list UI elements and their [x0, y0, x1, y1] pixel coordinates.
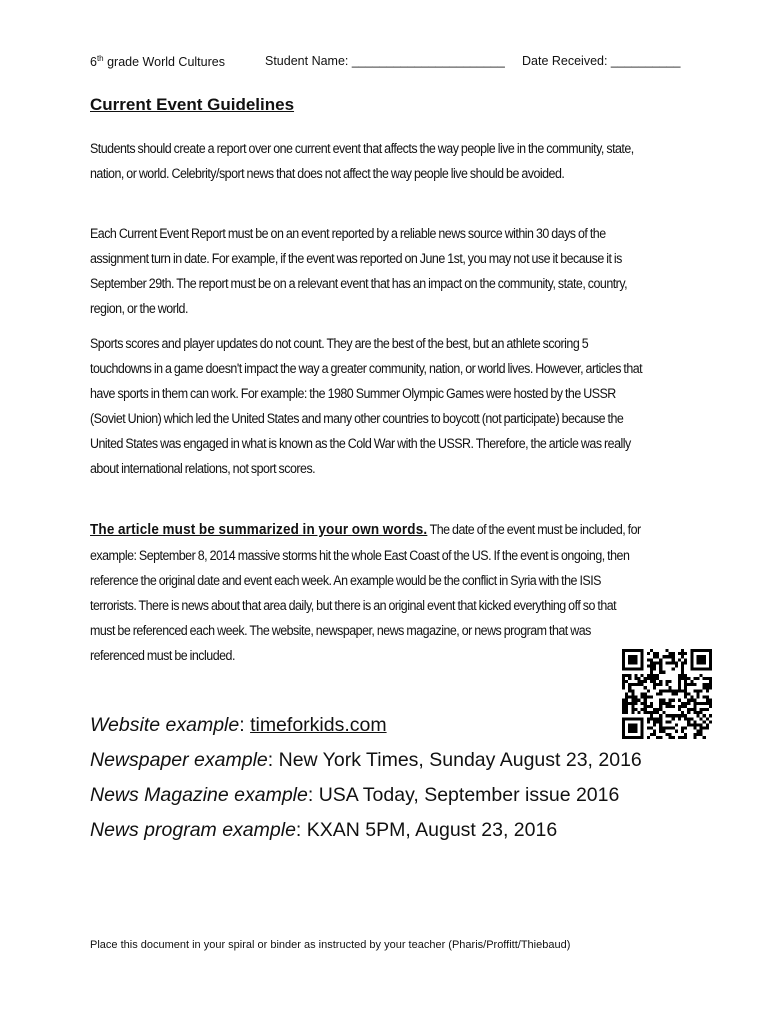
- course-label: [90, 54, 225, 69]
- newspaper-example-label: Newspaper example: [90, 749, 268, 771]
- paragraph-sports-rule: Sports scores and player updates do not count. They are the best of the best, but an athlete scoring 5 touchdowns in a game doesn't impact the way a greater community, nation, or world lives. However, articles that have sports in them can work. For example: the 1980 Summer Olympic Games were hosted by the USSR (Soviet Union) which led the United States and many other countries to boycott (not participate) because the United States was engaged in what is known as the Cold War with the USSR. Therefore, the article was really about international relations, not sport scores.: [90, 336, 643, 476]
- website-example: Website example: timeforkids.com: [90, 714, 387, 736]
- magazine-example-label: News Magazine example: [90, 784, 308, 806]
- program-example: News program example: KXAN 5PM, August 23, 2016: [90, 819, 558, 841]
- program-example-value: KXAN 5PM, August 23, 2016: [306, 819, 558, 841]
- page-footer: Place this document in your spiral or binder as instructed by your teacher (Pharis/Proffitt/Thiebaud): [90, 939, 571, 951]
- magazine-example-value: USA Today, September issue 2016: [318, 784, 620, 806]
- page-title: Current Event Guidelines: [90, 95, 295, 114]
- course-name: grade World Cultures: [103, 55, 225, 70]
- paragraph-date-rule: Each Current Event Report must be on an event reported by a reliable news source within 30 days of the assignment turn in date. For example, if the event was reported on June 1st, you may not use it because it is September 29th. The report must be on a relevant event that has an impact on the community, state, country, region, or the world.: [90, 226, 628, 316]
- course-number: 6: [90, 55, 97, 70]
- magazine-example: News Magazine example: USA Today, September issue 2016: [90, 784, 620, 806]
- website-example-link[interactable]: timeforkids.com: [250, 714, 387, 736]
- website-example-label: Website example: [90, 714, 240, 736]
- paragraph-summary-rule: [90, 517, 643, 668]
- date-received-field[interactable]: Date Received: __________: [522, 54, 681, 68]
- newspaper-example-value: New York Times, Sunday August 23, 2016: [278, 749, 642, 771]
- course-superscript: th: [96, 54, 104, 63]
- examples-list: [90, 708, 710, 848]
- paragraph-intro: Students should create a report over one current event that affects the way people live in the community, state, nation, or world. Celebrity/sport news that does not affect the way people live should be avoided.: [90, 141, 634, 181]
- student-name-field[interactable]: Student Name: ______________________: [265, 54, 505, 68]
- program-example-label: News program example: [90, 819, 296, 841]
- summary-rest: The date of the event must be included, for example: September 8, 2014 massive storms hit the whole East Coast of the US. If the event is ongoing, then reference the original date and event each week. An example would be the conflict in Syria with the ISIS terrorists. There is news about that area daily, but there is an original event that kicked everything off so that must be referenced each week. The website, newspaper, news magazine, or news program that was referenced must be included.: [90, 522, 641, 663]
- summary-emphasis: The article must be summarized in your own words.: [90, 522, 428, 538]
- newspaper-example: Newspaper example: New York Times, Sunday August 23, 2016: [90, 749, 642, 771]
